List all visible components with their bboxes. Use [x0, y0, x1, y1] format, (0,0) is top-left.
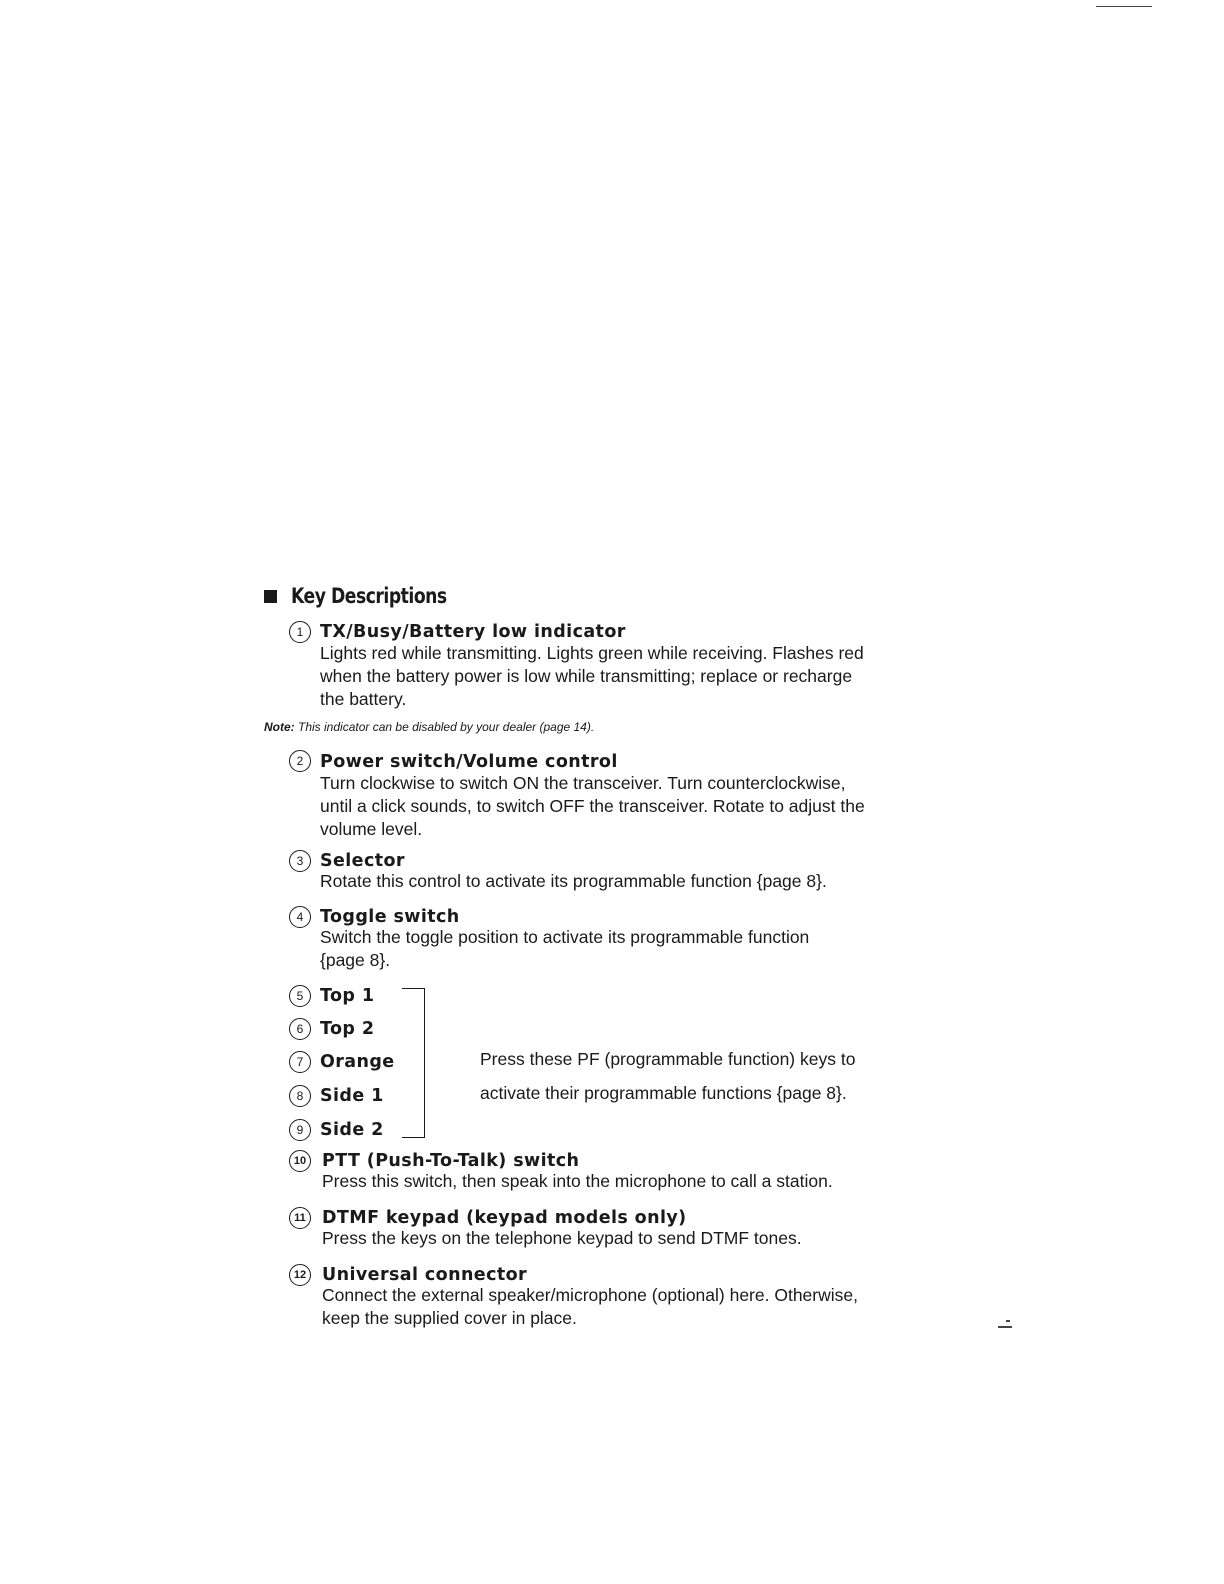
scan-mark-top-right: [1096, 6, 1152, 7]
item-body-10: Press this switch, then speak into the microphone to call a station.: [322, 1171, 833, 1191]
item-number-2: 2: [289, 750, 311, 772]
item-number-8: 8: [289, 1085, 311, 1107]
item-title-3: Selector: [320, 851, 405, 871]
pf-keys-description-line-2: activate their programmable functions {page 8}.: [480, 1083, 847, 1103]
item-body-1: Lights red while transmitting. Lights green while receiving. Flashes red when the battery power is low while transmitting; replace or recharge the battery.: [320, 643, 864, 709]
item-title-1: TX/Busy/Battery low indicator: [320, 622, 626, 642]
item-number-7: 7: [289, 1051, 311, 1073]
item-title-8: Side 1: [320, 1086, 384, 1106]
item-number-4: 4: [289, 906, 311, 928]
square-bullet-icon: [264, 590, 277, 603]
item-number-6: 6: [289, 1018, 311, 1040]
note: [264, 720, 594, 734]
item-title-9: Side 2: [320, 1120, 384, 1140]
item-number-1: 1: [289, 621, 311, 643]
section-heading: [264, 584, 481, 608]
item-number-10: 10: [289, 1150, 311, 1172]
item-number-9: 9: [289, 1119, 311, 1141]
item-title-12: Universal connector: [322, 1265, 528, 1285]
item-number-12: 12: [289, 1264, 311, 1286]
item-body-11: Press the keys on the telephone keypad to send DTMF tones.: [322, 1228, 802, 1248]
item-body-12: Connect the external speaker/microphone (optional) here. Otherwise, keep the supplied cover in place.: [322, 1285, 858, 1328]
item-title-4: Toggle switch: [320, 907, 460, 927]
item-title-6: Top 2: [320, 1019, 375, 1039]
item-title-7: Orange: [320, 1052, 395, 1072]
item-number-5: 5: [289, 985, 311, 1007]
item-title-5: Top 1: [320, 986, 375, 1006]
item-body-2: Turn clockwise to switch ON the transceiver. Turn counterclockwise, until a click sounds, to switch OFF the transceiver. Rotate to adjust the volume level.: [320, 773, 865, 839]
item-body-4: Switch the toggle position to activate its programmable function {page 8}.: [320, 927, 810, 970]
item-body-3: Rotate this control to activate its programmable function {page 8}.: [320, 871, 827, 891]
scan-mark-right-small: [1006, 1320, 1010, 1322]
item-title-10: PTT (Push-To-Talk) switch: [322, 1151, 580, 1171]
item-title-11: DTMF keypad (keypad models only): [322, 1208, 687, 1228]
note-text: This indicator can be disabled by your dealer (page 14).: [298, 720, 595, 734]
item-number-3: 3: [289, 850, 311, 872]
pf-keys-description-line-1: Press these PF (programmable function) keys to: [480, 1049, 856, 1069]
item-title-2: Power switch/Volume control: [320, 752, 618, 772]
section-title: Key Descriptions: [291, 584, 447, 608]
pf-keys-bracket: [402, 988, 425, 1138]
item-number-11: 11: [289, 1207, 311, 1229]
scan-mark-right: [998, 1326, 1012, 1328]
note-label: Note:: [264, 720, 295, 734]
